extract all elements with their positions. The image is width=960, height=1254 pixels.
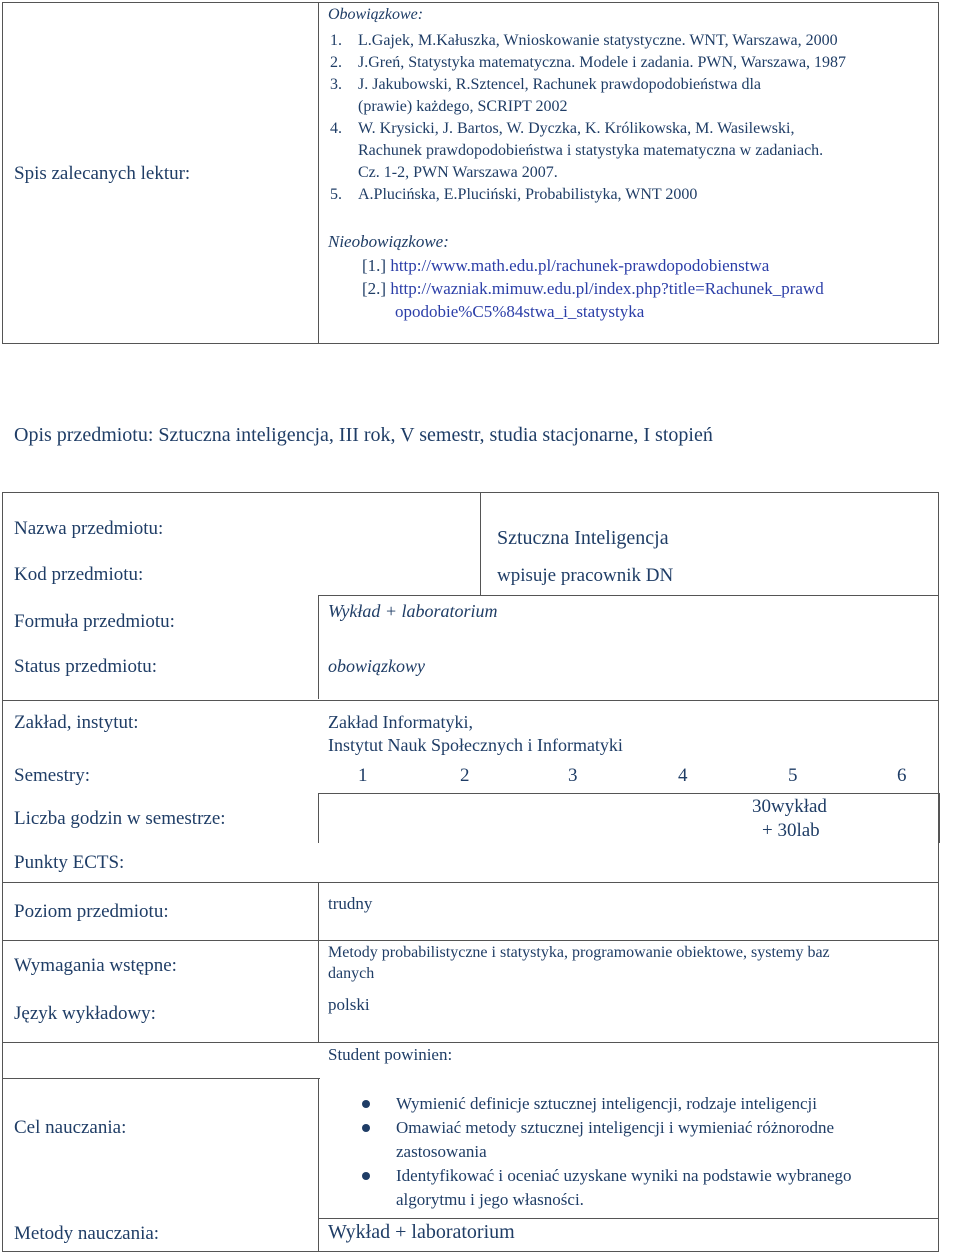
semester-5: 5 — [788, 765, 798, 786]
semester-3: 3 — [568, 765, 578, 786]
grid-line — [2, 940, 939, 941]
goal-item: Omawiać metody sztucznej inteligencji i wymieniać różnorodne zastosowania — [362, 1116, 932, 1164]
ects-label: Punkty ECTS: — [14, 852, 125, 873]
course-formula-label: Formuła przedmiotu: — [14, 611, 175, 632]
grid-line — [480, 492, 481, 596]
literature-item-continuation: (prawie) każdego, SCRIPT 2002 — [358, 98, 568, 115]
grid-line — [318, 595, 319, 699]
literature-item: 5. A.Plucińska, E.Pluciński, Probabilistyka, WNT 2000 — [330, 186, 698, 203]
grid-line — [2, 1042, 939, 1043]
level-value: trudny — [328, 894, 373, 913]
literature-item: 4. W. Krysicki, J. Bartos, W. Dyczka, K. Królikowska, M. Wasilewski, — [330, 120, 795, 137]
obligatory-title: Obowiązkowe: — [328, 6, 424, 23]
requirements-label: Wymagania wstępne: — [14, 955, 177, 976]
goal-item: Identyfikować i oceniać uzyskane wyniki na podstawie wybranego algorytmu i jego własności. — [362, 1164, 932, 1212]
requirements-line-1: Metody probabilistyczne i statystyka, programowanie obiektowe, systemy baz — [328, 944, 830, 961]
goal-intro: Student powinien: — [328, 1045, 453, 1064]
literature-item: 3. J. Jakubowski, R.Sztencel, Rachunek prawdopodobieństwa dla — [330, 76, 762, 93]
grid-line — [318, 940, 319, 1042]
semester-1: 1 — [358, 765, 368, 786]
nonobligatory-title: Nieobowiązkowe: — [328, 232, 449, 251]
institute-line-2: Instytut Nauk Społecznych i Informatyki — [328, 735, 623, 755]
course-code-value: wpisuje pracownik DN — [497, 565, 674, 586]
methods-label: Metody nauczania: — [14, 1223, 160, 1244]
literature-divider — [318, 2, 319, 344]
goal-label: Cel nauczania: — [14, 1117, 127, 1138]
literature-item: 1. L.Gajek, M.Kałuszka, Wnioskowanie statystyczne. WNT, Warszawa, 2000 — [330, 32, 838, 49]
hours-line-1: 30wykład — [752, 796, 827, 817]
goals-list — [362, 1092, 932, 1212]
course-description: Opis przedmiotu: Sztuczna inteligencja, III rok, V semestr, studia stacjonarne, I stopień — [14, 424, 713, 446]
grid-line — [318, 793, 939, 794]
grid-line — [939, 793, 940, 843]
reference-link-2-continuation[interactable]: opodobie%C5%84stwa_i_statystyka — [395, 302, 645, 321]
grid-line — [318, 793, 319, 843]
course-status-label: Status przedmiotu: — [14, 656, 158, 677]
methods-value: Wykład + laboratorium — [328, 1221, 515, 1243]
literature-label: Spis zalecanych lektur: — [14, 163, 191, 184]
course-formula-value: Wykład + laboratorium — [328, 601, 498, 621]
grid-line — [318, 1218, 939, 1219]
course-status-value: obowiązkowy — [328, 656, 425, 676]
grid-line — [2, 882, 939, 883]
grid-line — [2, 700, 939, 701]
literature-item-continuation: Cz. 1-2, PWN Warszawa 2007. — [358, 164, 558, 181]
hours-label: Liczba godzin w semestrze: — [14, 808, 226, 829]
requirements-line-2: danych — [328, 965, 375, 982]
semester-4: 4 — [678, 765, 688, 786]
goal-item: Wymienić definicje sztucznej inteligencji, rodzaje inteligencji — [362, 1092, 932, 1116]
grid-line — [318, 595, 939, 596]
grid-line — [318, 1078, 319, 1252]
level-label: Poziom przedmiotu: — [14, 901, 169, 922]
language-label: Język wykładowy: — [14, 1003, 156, 1024]
course-name-value: Sztuczna Inteligencja — [497, 527, 669, 549]
hours-line-2: + 30lab — [762, 820, 820, 841]
course-name-label: Nazwa przedmiotu: — [14, 518, 164, 539]
literature-item: 2. J.Greń, Statystyka matematyczna. Modele i zadania. PWN, Warszawa, 1987 — [330, 54, 847, 71]
grid-line — [2, 1078, 320, 1079]
institute-label: Zakład, instytut: — [14, 712, 139, 733]
bullet-icon — [362, 1124, 370, 1132]
semester-6: 6 — [897, 765, 907, 786]
language-value: polski — [328, 995, 370, 1014]
grid-line — [318, 882, 319, 940]
reference-link-2[interactable]: [2.] http://wazniak.mimuw.edu.pl/index.php?title=Rachunek_prawd — [362, 279, 824, 298]
semester-2: 2 — [460, 765, 470, 786]
course-code-label: Kod przedmiotu: — [14, 564, 144, 585]
literature-item-continuation: Rachunek prawdopodobieństwa i statystyka matematyczna w zadaniach. — [358, 142, 824, 159]
semesters-label: Semestry: — [14, 765, 90, 786]
bullet-icon — [362, 1100, 370, 1108]
bullet-icon — [362, 1172, 370, 1180]
institute-line-1: Zakład Informatyki, — [328, 712, 473, 732]
reference-link-1[interactable]: [1.] http://www.math.edu.pl/rachunek-prawdopodobienstwa — [362, 256, 770, 275]
